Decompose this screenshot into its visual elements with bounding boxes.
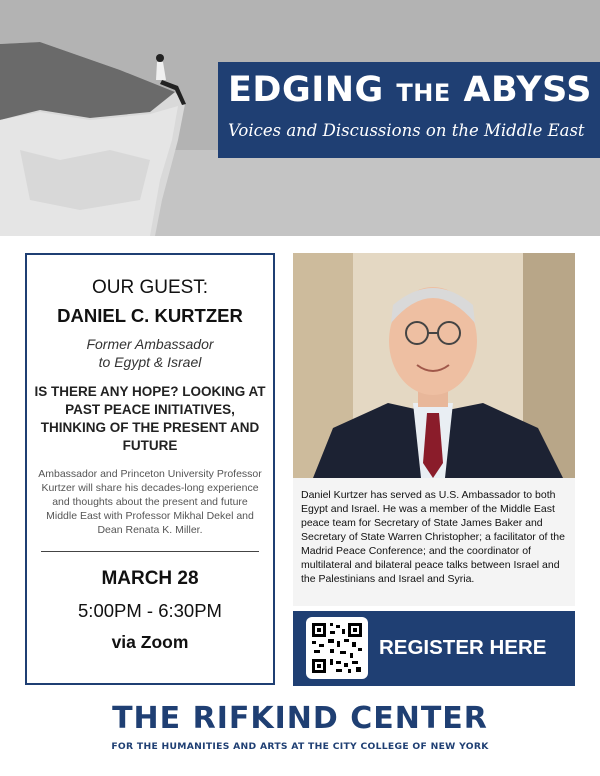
guest-photo — [293, 253, 575, 478]
qr-code-icon — [306, 617, 368, 679]
event-description: Ambassador and Princeton University Professor Kurtzer will share his decades-long experience and thoughts about the present and future Middle East with Professor Mikhal Dekel and Dean Renata K. Miller. — [38, 468, 262, 536]
title-word-the: THE — [396, 79, 451, 107]
event-venue: via Zoom — [111, 632, 189, 652]
title-word-abyss: ABYSS — [463, 70, 593, 110]
title-banner — [218, 62, 600, 158]
organization-name: THE RIFKIND CENTER — [112, 701, 488, 736]
divider — [41, 551, 259, 552]
portrait-illustration — [293, 253, 575, 478]
event-time: 5:00PM - 6:30PM — [78, 600, 222, 621]
guest-name: DANIEL C. KURTZER — [57, 305, 243, 326]
event-date: MARCH 28 — [101, 568, 199, 589]
guest-info-box — [25, 253, 275, 685]
organization-subtitle: FOR THE HUMANITIES AND ARTS AT THE CITY COLLEGE OF NEW YORK — [111, 741, 489, 752]
guest-role-line-2: to Egypt & Israel — [98, 354, 202, 370]
guest-role-line-1: Former Ambassador — [86, 336, 214, 352]
guest-role — [27, 335, 273, 371]
register-button[interactable] — [293, 611, 575, 686]
guest-bio: Daniel Kurtzer has served as U.S. Ambassador to both Egypt and Israel. He was a member of the Middle East peace team for Secretary of State James Baker and Secretary of State Warren Christopher; a facilitator of the Madrid Peace Conference; and the coordinator of multilateral and bilateral peace talks between Israel and the Palestinians and Israel and Syria. — [293, 478, 575, 606]
event-subtitle: Voices and Discussions on the Middle East — [228, 121, 585, 140]
hero-banner — [0, 0, 600, 236]
event-title — [228, 68, 600, 115]
qr-code[interactable] — [306, 617, 368, 679]
register-label[interactable]: REGISTER HERE — [379, 636, 547, 659]
talk-topic: IS THERE ANY HOPE? LOOKING AT PAST PEACE INITIATIVES, THINKING OF THE PRESENT AND FUTURE — [34, 384, 266, 453]
title-word-edging: EDGING — [228, 70, 384, 110]
guest-heading: OUR GUEST: — [91, 277, 209, 298]
